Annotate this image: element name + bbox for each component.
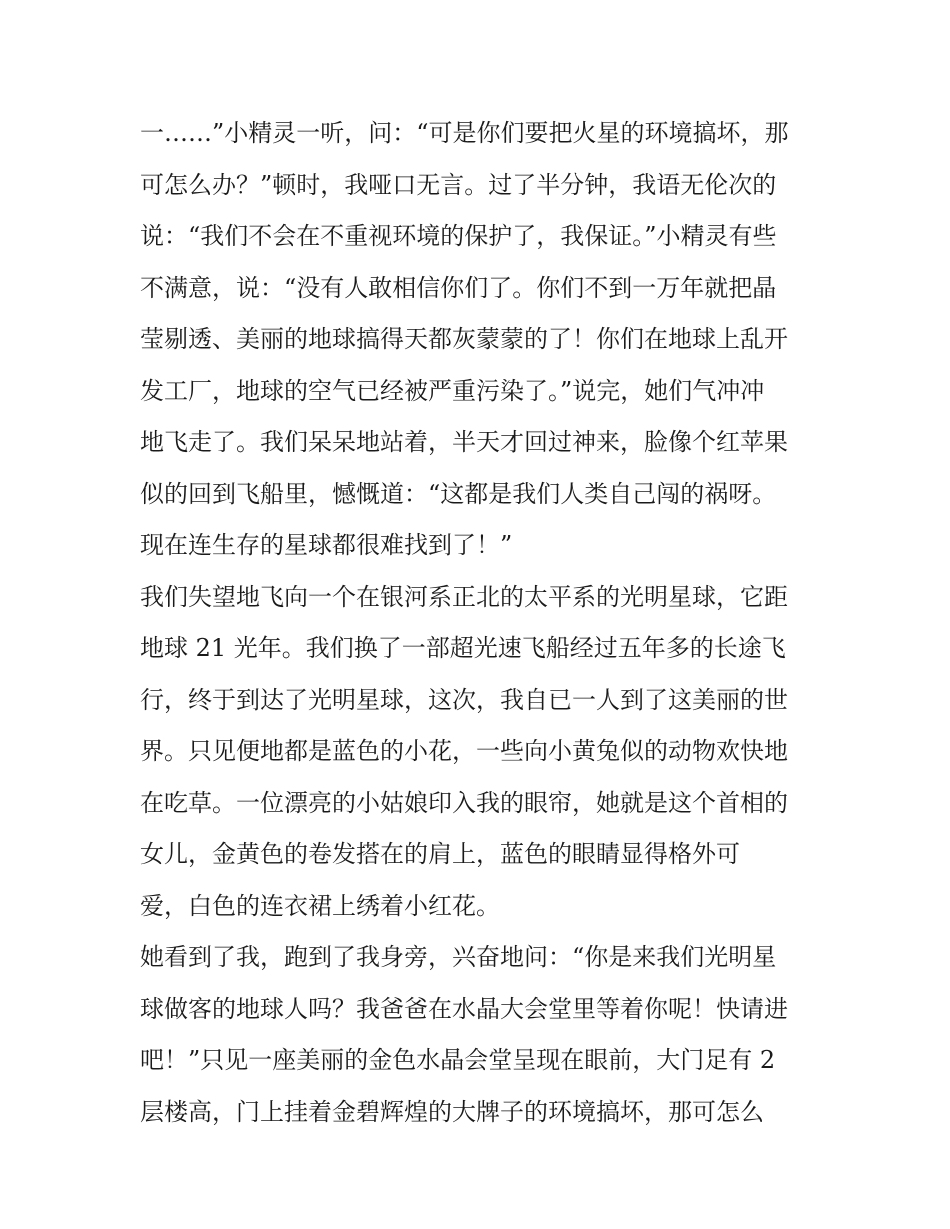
text-line: 女儿，金黄色的卷发搭在的肩上，蓝色的眼睛显得格外可 [140,840,740,868]
text-line: 界。只见便地都是蓝色的小花，一些向小黄兔似的动物欢快地 [140,737,788,765]
text-line: 发工厂，地球的空气已经被严重污染了。”说完，她们气冲冲 [140,376,765,405]
text-line: 可怎么办？”顿时，我哑口无言。过了半分钟，我语无伦次的 [140,170,777,199]
text-line: 层楼高，门上挂着金碧辉煌的大牌子的环境搞坏，那可怎么 [140,1097,764,1126]
text-line: 现在连生存的星球都很难找到了！” [140,531,513,559]
text-line: 莹剔透、美丽的地球搞得天都灰蒙蒙的了！你们在地球上乱开 [140,325,788,353]
text-line: 一……”小精灵一听，问：“可是你们要把火星的环境搞坏，那 [140,119,789,147]
text-line: 地飞走了。我们呆呆地站着，半天才回过神来，脸像个红苹果 [140,428,788,456]
text-line: 地球 21 光年。我们换了一部超光速飞船经过五年多的长途飞 [140,634,786,662]
text-line: 在吃草。一位漂亮的小姑娘印入我的眼帘，她就是这个首相的 [140,788,788,817]
text-line: 不满意，说：“没有人敢相信你们了。你们不到一万年就把晶 [140,273,777,302]
text-line: 吧！”只见一座美丽的金色水晶会堂呈现在眼前，大门足有 2 [140,1046,776,1074]
text-line: 行，终于到达了光明星球，这次，我自已一人到了这美丽的世 [140,685,788,714]
text-line: 球做客的地球人吗？我爸爸在水晶大会堂里等着你呢！快请进 [140,994,788,1023]
text-line: 爱，白色的连衣裙上绣着小红花。 [140,891,500,920]
text-line: 似的回到飞船里，憾慨道：“这都是我们人类自己闯的祸呀。 [140,479,777,508]
text-line: 她看到了我，跑到了我身旁，兴奋地问：“你是来我们光明星 [140,943,777,971]
body-text [140,108,820,1138]
text-line: 我们失望地飞向一个在银河系正北的太平系的光明星球，它距 [140,582,788,611]
text-line: 说：“我们不会在不重视环境的保护了，我保证。”小精灵有些 [140,222,777,250]
